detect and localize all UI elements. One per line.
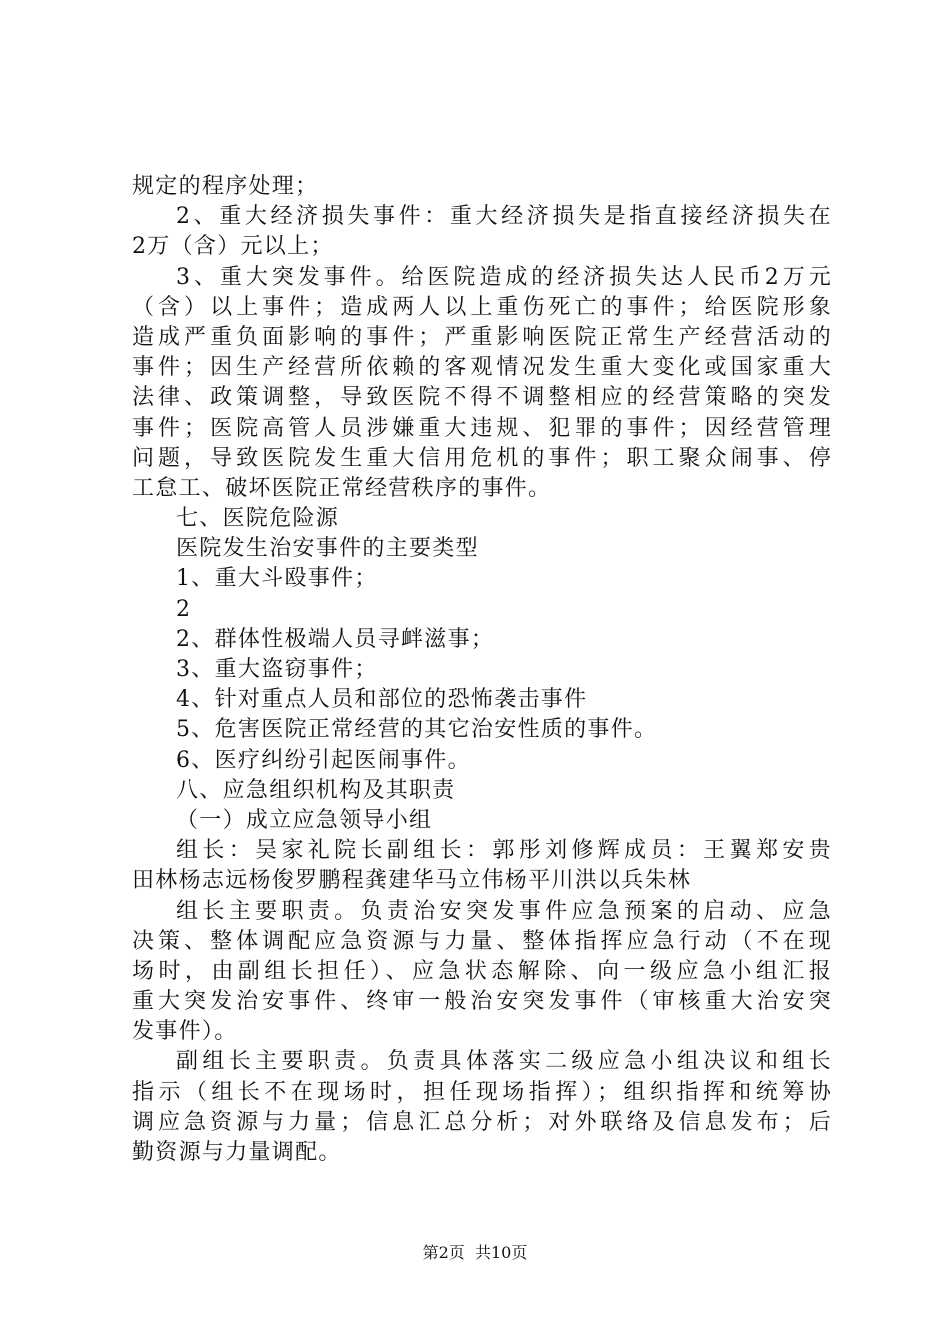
- text-line: 2、重大经济损失事件：重大经济损失是指直接经济损失在: [176, 204, 832, 230]
- text-line: 1、重大斗殴事件；: [176, 566, 378, 592]
- text-line: （一）成立应急领导小组: [176, 807, 433, 833]
- text-line: 调应急资源与力量；信息汇总分析；对外联络及信息发布；后: [132, 1109, 832, 1135]
- text-line: 田林杨志远杨俊罗鹏程龚建华马立伟杨平川洪以兵朱林: [132, 868, 692, 894]
- text-line: 5、危害医院正常经营的其它治安性质的事件。: [176, 717, 658, 743]
- text-line: 指示（组长不在现场时，担任现场指挥）；组织指挥和统筹协: [132, 1079, 832, 1105]
- document-body: [132, 172, 832, 1168]
- text-line: 工怠工、破坏医院正常经营秩序的事件。: [132, 475, 552, 501]
- footer-separator: [465, 1243, 475, 1262]
- text-line: 组长主要职责。负责治安突发事件应急预案的启动、应急: [176, 898, 832, 924]
- text-line: 2万（含）元以上；: [132, 234, 334, 260]
- text-line: 问题，导致医院发生重大信用危机的事件；职工聚众闹事、停: [132, 445, 832, 471]
- text-line: 2、群体性极端人员寻衅滋事；: [176, 626, 495, 652]
- text-line: 3、重大突发事件。给医院造成的经济损失达人民币2万元: [176, 264, 832, 290]
- text-line: 2: [176, 596, 192, 622]
- text-line: 6、医疗纠纷引起医闹事件。: [176, 747, 471, 773]
- text-line: 4、针对重点人员和部位的恐怖袭击事件: [176, 687, 588, 713]
- text-line: （含）以上事件；造成两人以上重伤死亡的事件；给医院形象: [132, 294, 832, 320]
- text-line: 副组长主要职责。负责具体落实二级应急小组决议和组长: [176, 1049, 832, 1075]
- text-line: 重大突发治安事件、终审一般治安突发事件（审核重大治安突: [132, 989, 832, 1015]
- text-line: 事件；医院高管人员涉嫌重大违规、犯罪的事件；因经营管理: [132, 415, 832, 441]
- text-line: 事件；因生产经营所依赖的客观情况发生重大变化或国家重大: [132, 355, 832, 381]
- text-line: 规定的程序处理；: [132, 174, 319, 199]
- text-line: 发事件）。: [132, 1019, 238, 1045]
- text-line: 勤资源与力量调配。: [132, 1140, 342, 1165]
- text-line: 八、应急组织机构及其职责: [176, 777, 456, 803]
- text-line: 七、医院危险源: [176, 506, 340, 532]
- text-line: 3、重大盗窃事件；: [176, 657, 378, 682]
- text-line: 造成严重负面影响的事件；严重影响医院正常生产经营活动的: [132, 324, 832, 350]
- page-number: 第2页: [422, 1243, 465, 1262]
- text-line: 决策、整体调配应急资源与力量、整体指挥应急行动（不在现: [132, 928, 832, 954]
- text-line: 医院发生治安事件的主要类型: [176, 536, 479, 562]
- text-line: 组长：吴家礼院长副组长：郭彤刘修辉成员：王翼郑安贵: [176, 838, 832, 864]
- page-footer: [0, 1243, 950, 1263]
- page-total: 共10页: [474, 1243, 528, 1262]
- text-line: 场时，由副组长担任）、应急状态解除、向一级应急小组汇报: [132, 958, 832, 984]
- text-line: 法律、政策调整，导致医院不得不调整相应的经营策略的突发: [132, 385, 832, 411]
